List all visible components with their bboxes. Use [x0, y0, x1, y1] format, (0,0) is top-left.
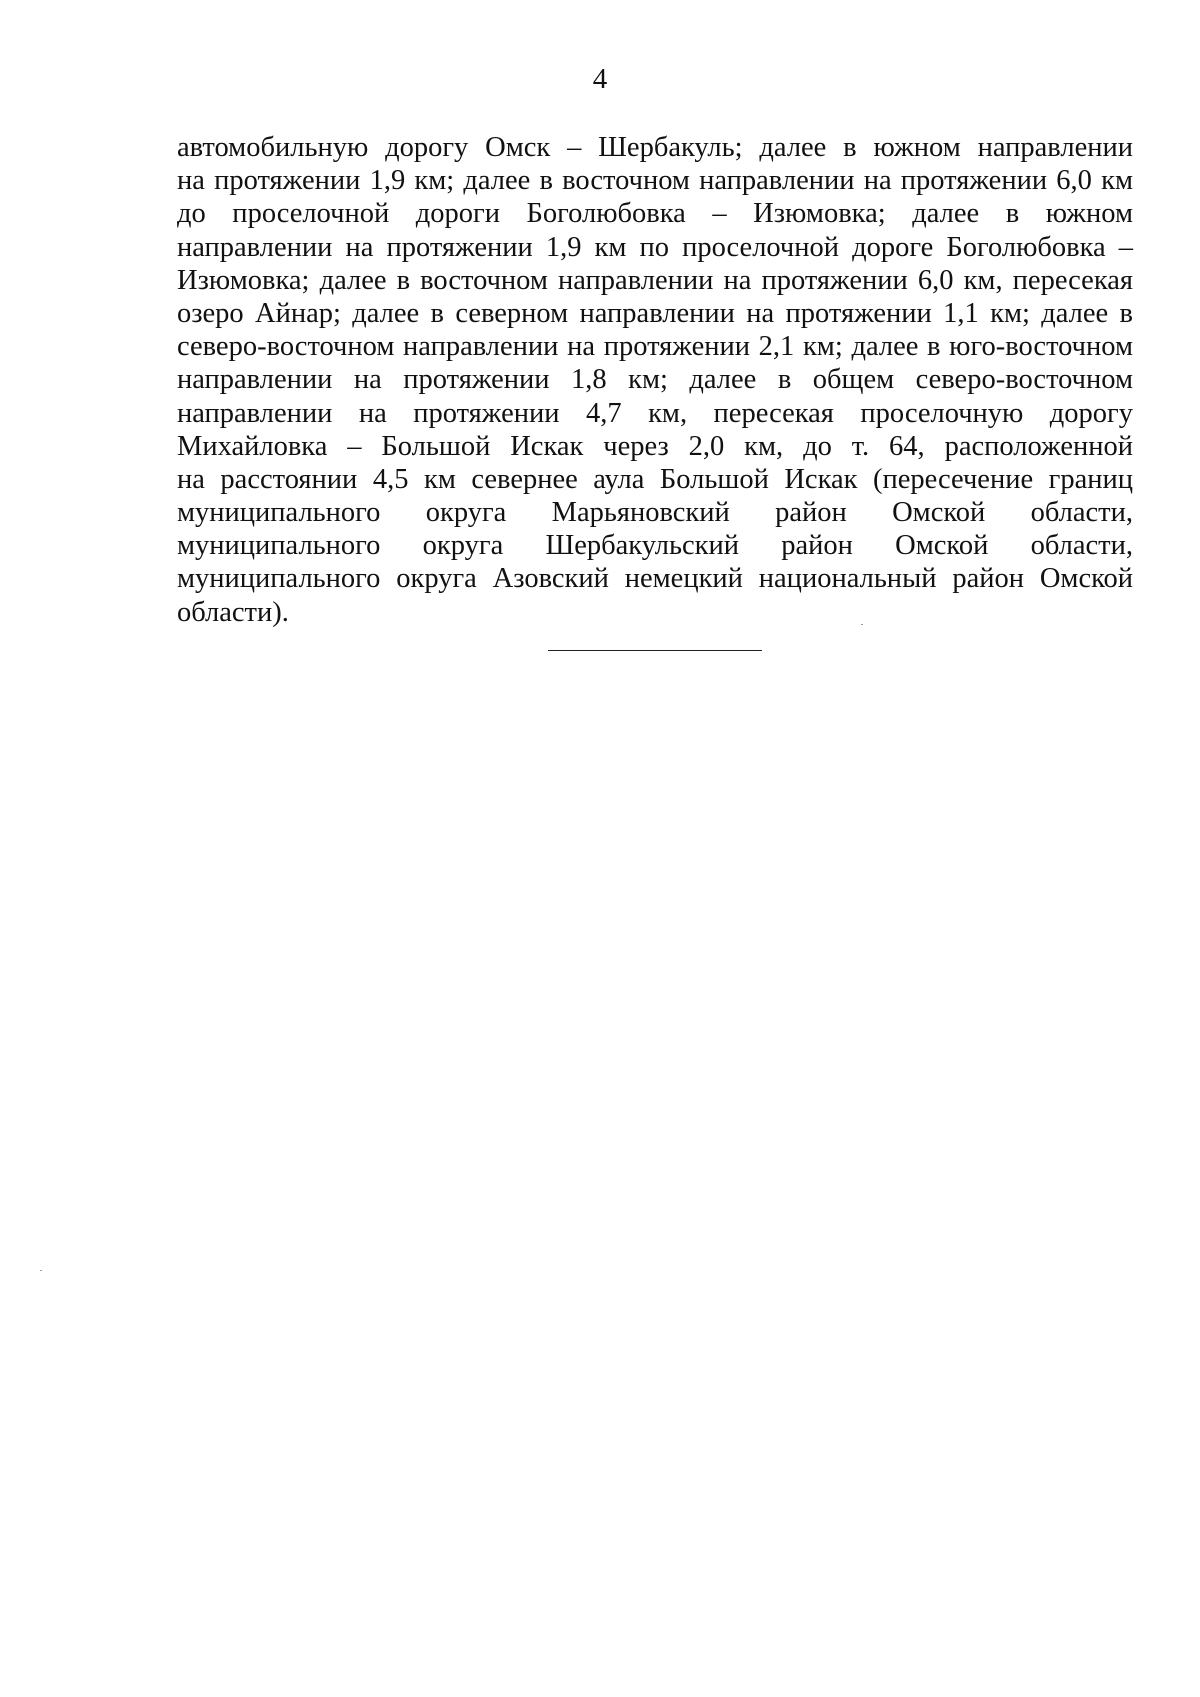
text-line: озеро Айнар; далее в северном направлении на протяжении 1,1 км; далее в — [177, 297, 1133, 329]
text-line: направлении на протяжении 1,9 км по проселочной дороге Боголюбовка – — [177, 231, 1133, 263]
text-line: направлении на протяжении 4,7 км, пересекая проселочную дорогу — [177, 397, 1133, 429]
text-line: направлении на протяжении 1,8 км; далее в общем северо-восточном — [177, 364, 1133, 396]
page-number: 4 — [592, 63, 608, 95]
text-line: автомобильную дорогу Омск – Шербакуль; далее в южном направлении — [177, 132, 1133, 163]
text-line: на протяжении 1,9 км; далее в восточном направлении на протяжении 6,0 км — [177, 165, 1133, 197]
text-line: северо-восточном направлении на протяжении 2,1 км; далее в юго-восточном — [177, 331, 1133, 363]
scan-speck — [861, 624, 863, 625]
separator-line — [548, 650, 762, 651]
scan-speck — [40, 1270, 42, 1271]
text-line: до проселочной дороги Боголюбовка – Изюмовка; далее в южном — [177, 198, 1133, 230]
text-line: муниципального округа Шербакульский район Омской области, — [177, 530, 1133, 562]
text-line: Михайловка – Большой Искак через 2,0 км, до т. 64, расположенной — [177, 430, 1133, 462]
text-line: области). — [177, 596, 289, 628]
body-paragraph — [177, 131, 1133, 629]
text-line: муниципального округа Марьяновский район Омской области, — [177, 497, 1133, 529]
text-line: Изюмовка; далее в восточном направлении на протяжении 6,0 км, пересекая — [177, 264, 1133, 296]
text-line: муниципального округа Азовский немецкий национальный район Омской — [177, 563, 1133, 595]
text-line: на расстоянии 4,5 км севернее аула Большой Искак (пересечение границ — [177, 463, 1133, 495]
